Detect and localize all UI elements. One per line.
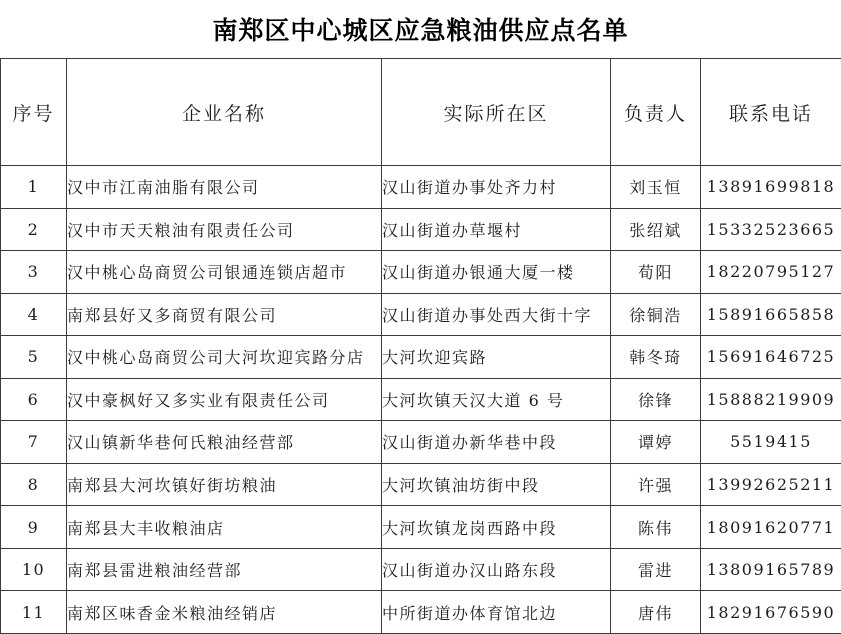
- cell-manager: 张绍斌: [611, 208, 701, 251]
- table-row: [1, 293, 841, 336]
- cell-district: 汉山街道办银通大厦一楼: [382, 251, 611, 294]
- cell-index: 4: [1, 293, 67, 336]
- page-title: 南郑区中心城区应急粮油供应点名单: [212, 16, 629, 45]
- table-row: [1, 463, 841, 506]
- cell-index: 10: [1, 548, 67, 591]
- cell-index: 1: [1, 166, 67, 209]
- cell-district: 中所街道办体育馆北边: [382, 591, 611, 634]
- cell-district: 汉山街道办汉山路东段: [382, 548, 611, 591]
- cell-manager: 陈伟: [611, 506, 701, 549]
- table-row: [1, 378, 841, 421]
- table-row: [1, 548, 841, 591]
- cell-district: 大河坎镇天汉大道 6 号: [382, 378, 611, 421]
- table-row: [1, 336, 841, 379]
- table-body: [1, 166, 841, 634]
- cell-district: 汉山街道办草堰村: [382, 208, 611, 251]
- table-row: [1, 208, 841, 251]
- supply-points-table: [0, 58, 841, 634]
- cell-company: 南郑县好又多商贸有限公司: [67, 293, 382, 336]
- cell-manager: 徐铜浩: [611, 293, 701, 336]
- cell-manager: 荀阳: [611, 251, 701, 294]
- cell-phone: 18291676590: [701, 591, 841, 634]
- cell-phone: 13992625211: [701, 463, 841, 506]
- cell-company: 汉中桃心岛商贸公司大河坎迎宾路分店: [67, 336, 382, 379]
- cell-company: 汉中市天天粮油有限责任公司: [67, 208, 382, 251]
- cell-district: 大河坎镇龙岗西路中段: [382, 506, 611, 549]
- cell-phone: 15332523665: [701, 208, 841, 251]
- cell-company: 汉山镇新华巷何氏粮油经营部: [67, 421, 382, 464]
- cell-company: 南郑区味香金米粮油经销店: [67, 591, 382, 634]
- cell-district: 大河坎迎宾路: [382, 336, 611, 379]
- cell-company: 汉中豪枫好又多实业有限责任公司: [67, 378, 382, 421]
- cell-manager: 雷进: [611, 548, 701, 591]
- cell-manager: 谭婷: [611, 421, 701, 464]
- cell-phone: 15888219909: [701, 378, 841, 421]
- cell-manager: 刘玉恒: [611, 166, 701, 209]
- cell-company: 南郑县大丰收粮油店: [67, 506, 382, 549]
- cell-district: 大河坎镇油坊街中段: [382, 463, 611, 506]
- header-company: 企业名称: [67, 59, 382, 166]
- cell-index: 3: [1, 251, 67, 294]
- header-manager: 负责人: [611, 59, 701, 166]
- cell-phone: 15691646725: [701, 336, 841, 379]
- table-row: [1, 421, 841, 464]
- cell-phone: 13809165789: [701, 548, 841, 591]
- table-row: [1, 506, 841, 549]
- table-header: [1, 59, 841, 166]
- cell-index: 5: [1, 336, 67, 379]
- cell-phone: 18091620771: [701, 506, 841, 549]
- header-row: [1, 59, 841, 166]
- cell-company: 汉中市江南油脂有限公司: [67, 166, 382, 209]
- cell-company: 南郑县雷进粮油经营部: [67, 548, 382, 591]
- cell-index: 8: [1, 463, 67, 506]
- cell-company: 南郑县大河坎镇好街坊粮油: [67, 463, 382, 506]
- cell-phone: 18220795127: [701, 251, 841, 294]
- cell-index: 9: [1, 506, 67, 549]
- cell-district: 汉山街道办事处西大街十字: [382, 293, 611, 336]
- cell-manager: 徐锋: [611, 378, 701, 421]
- table-row: [1, 591, 841, 634]
- cell-index: 7: [1, 421, 67, 464]
- cell-manager: 唐伟: [611, 591, 701, 634]
- title-bar: [0, 0, 841, 58]
- cell-phone: 15891665858: [701, 293, 841, 336]
- header-index: 序号: [1, 59, 67, 166]
- cell-manager: 许强: [611, 463, 701, 506]
- cell-index: 11: [1, 591, 67, 634]
- cell-index: 6: [1, 378, 67, 421]
- cell-manager: 韩冬琦: [611, 336, 701, 379]
- cell-phone: 13891699818: [701, 166, 841, 209]
- cell-district: 汉山街道办事处齐力村: [382, 166, 611, 209]
- header-phone: 联系电话: [701, 59, 841, 166]
- cell-district: 汉山街道办新华巷中段: [382, 421, 611, 464]
- table-row: [1, 166, 841, 209]
- cell-phone: 5519415: [701, 421, 841, 464]
- cell-index: 2: [1, 208, 67, 251]
- header-district: 实际所在区: [382, 59, 611, 166]
- table-row: [1, 251, 841, 294]
- cell-company: 汉中桃心岛商贸公司银通连锁店超市: [67, 251, 382, 294]
